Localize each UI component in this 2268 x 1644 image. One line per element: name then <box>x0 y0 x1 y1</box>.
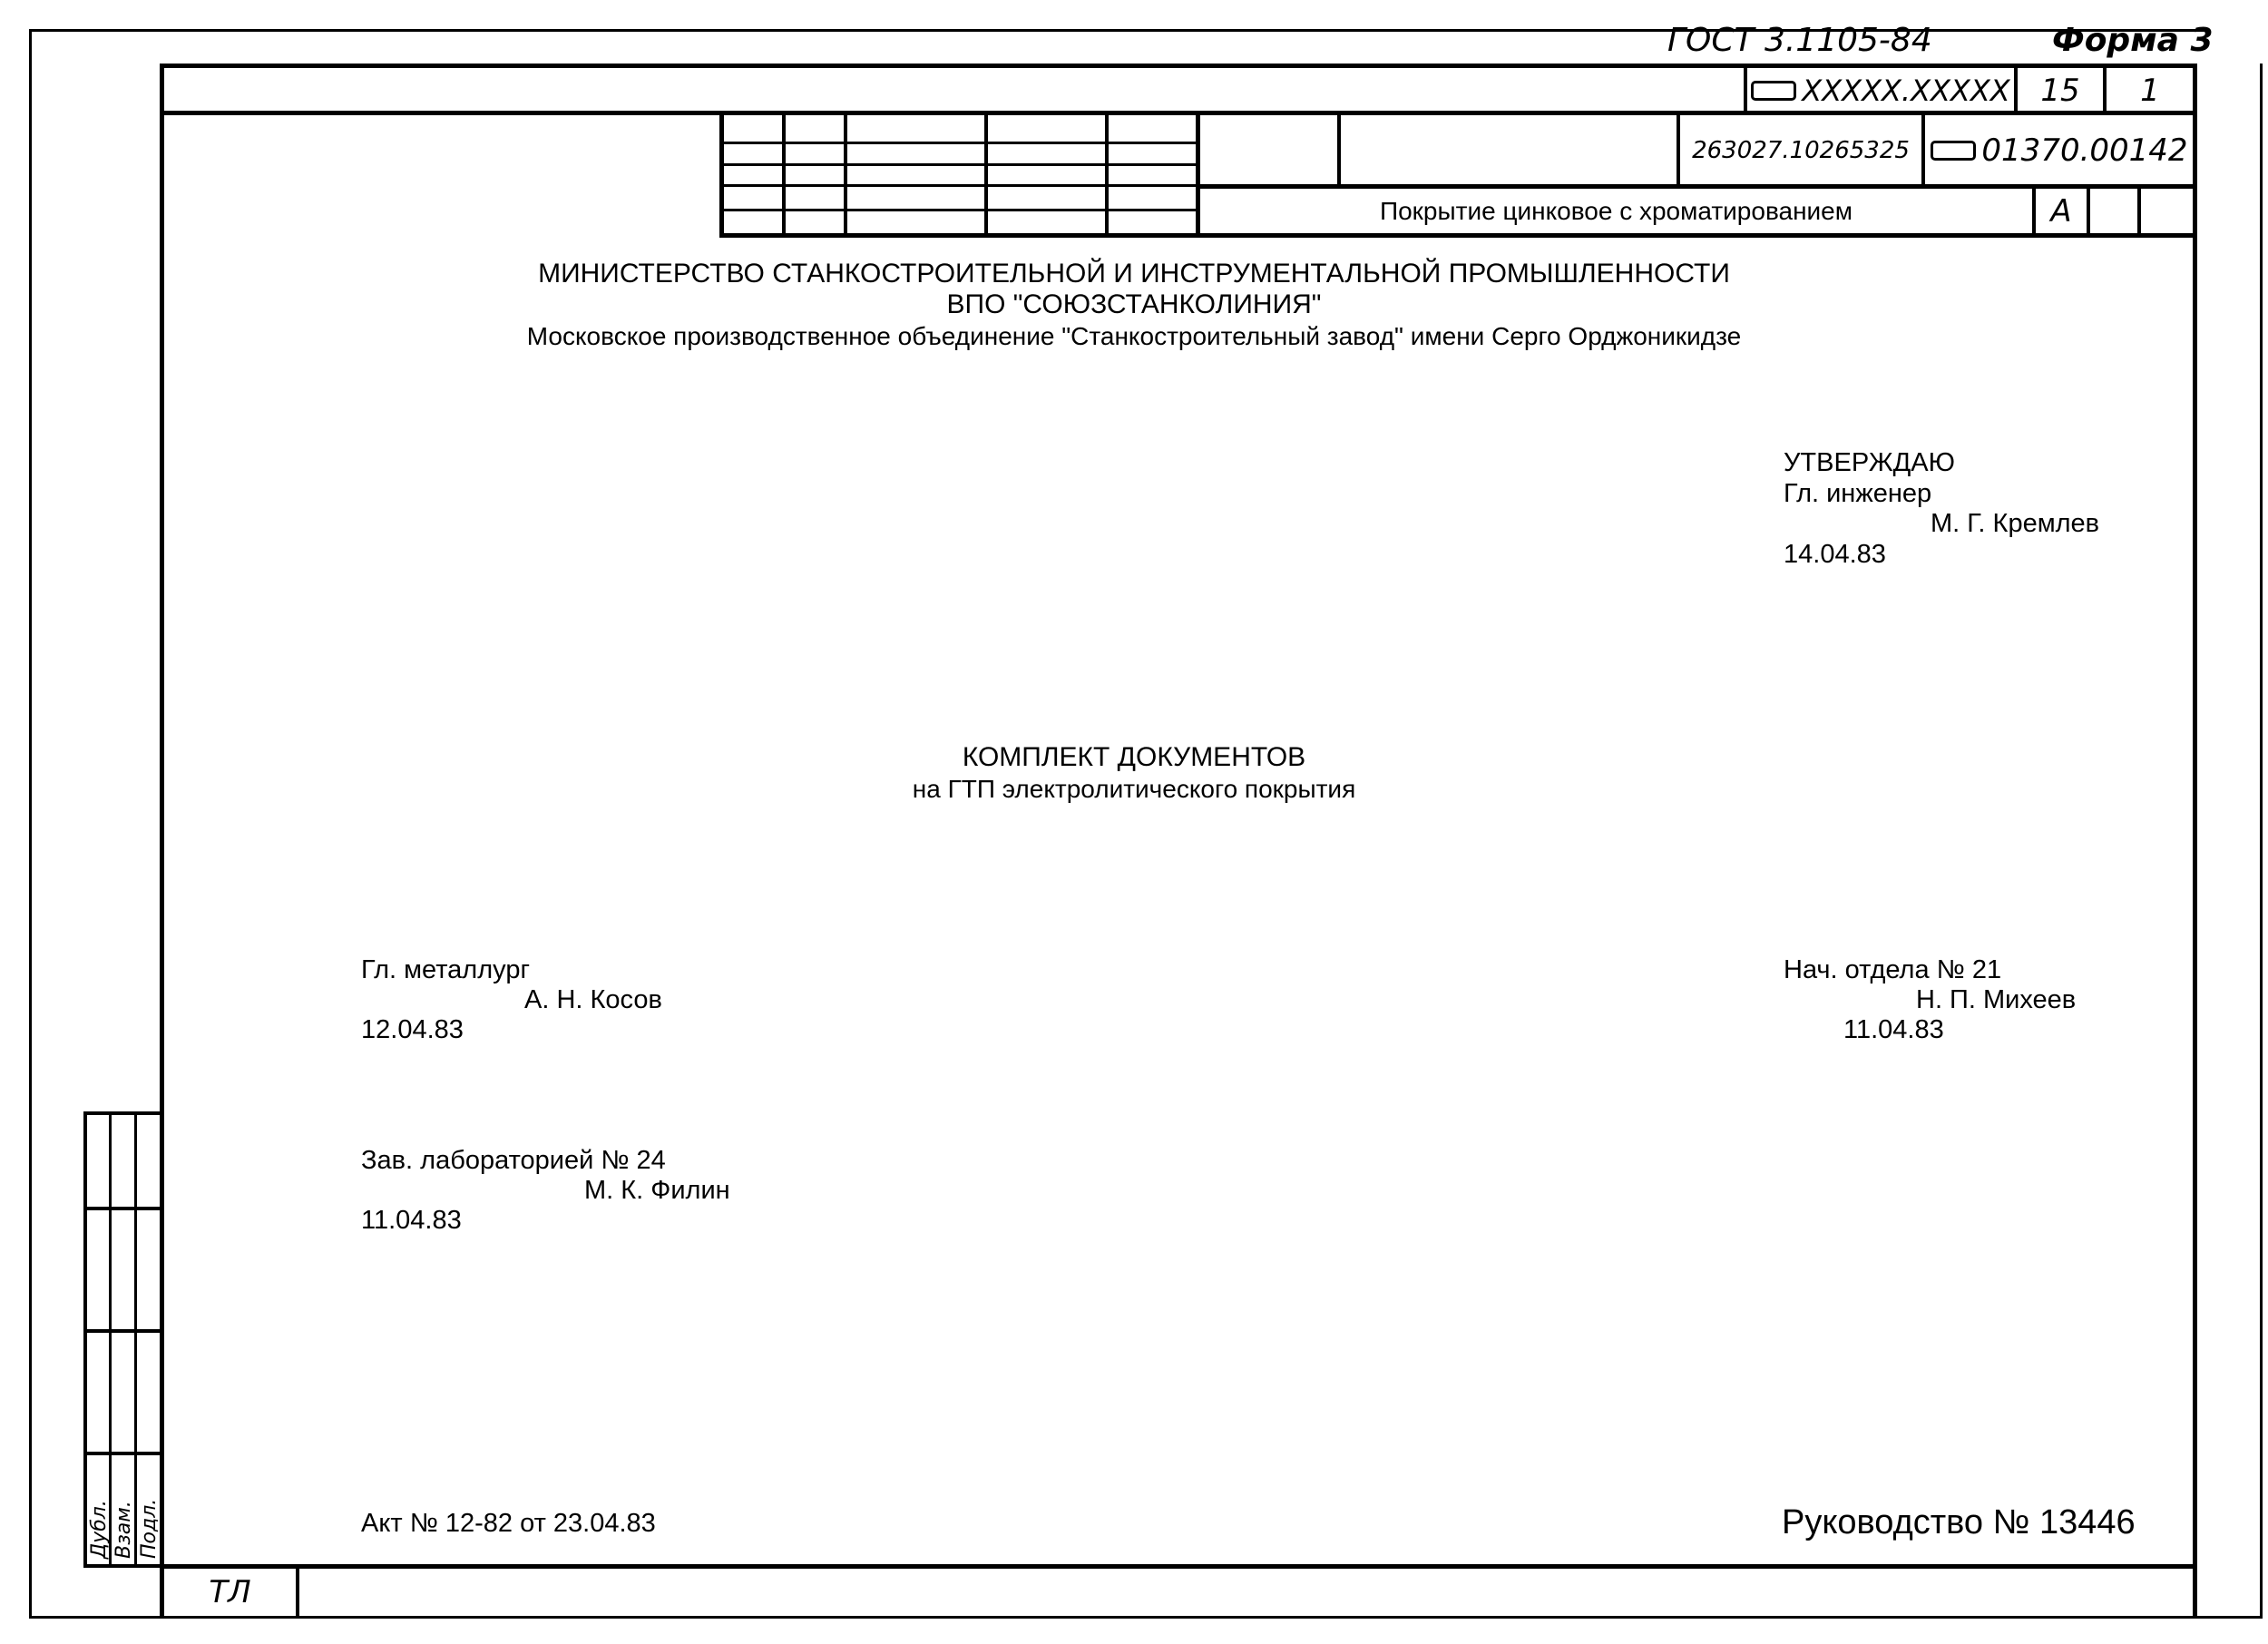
grid-line <box>719 111 724 238</box>
association-name: ВПО "СОЮЗСТАНКОЛИНИЯ" <box>946 289 1322 319</box>
metallurgist-name: А. Н. Косов <box>524 985 662 1014</box>
act-reference: Акт № 12-82 от 23.04.83 <box>361 1509 656 1538</box>
grid-line <box>721 209 1198 211</box>
grid-line <box>721 163 1198 166</box>
document-subtitle: на ГТП электролитического покрытия <box>912 775 1356 803</box>
approval-date: 14.04.83 <box>1784 540 1886 569</box>
approval-position: Гл. инженер <box>1784 479 1932 508</box>
stamp-icon <box>1931 141 1976 161</box>
metallurgist-position: Гл. металлург <box>361 955 531 984</box>
laboratory-position: Зав. лабораторией № 24 <box>361 1146 666 1175</box>
side-stamp-line <box>109 1111 112 1567</box>
stamp-icon <box>1751 81 1796 101</box>
department-position: Нач. отдела № 21 <box>1784 955 2002 984</box>
form-label: Форма 3 <box>2052 22 2214 59</box>
guide-reference: Руководство № 13446 <box>1782 1503 2136 1541</box>
ministry-name: МИНИСТЕРСТВО СТАНКОСТРОИТЕЛЬНОЙ И ИНСТРУМЕНТАЛЬНОЙ ПРОМЫШЛЕННОСТИ <box>538 259 1730 289</box>
side-stamp-line <box>83 1329 160 1333</box>
doc-number: 01370.00142 <box>1981 132 2188 169</box>
side-label-vzam: Взам. <box>112 1501 135 1559</box>
side-stamp-line <box>134 1111 137 1567</box>
doc-code-cell <box>1747 69 2014 113</box>
outer-border-bottom <box>29 1616 2263 1619</box>
metallurgist-date: 12.04.83 <box>361 1015 464 1044</box>
side-stamp-line <box>83 1452 160 1455</box>
approval-name: М. Г. Кремлев <box>1931 509 2100 538</box>
grid-line <box>1337 113 1341 187</box>
side-stamp-line <box>83 1111 87 1567</box>
grid-line <box>984 113 988 238</box>
side-label-podl: Подл. <box>138 1498 161 1559</box>
department-date: 11.04.83 <box>1843 1015 1944 1044</box>
grid-line <box>2087 187 2090 236</box>
plant-name: Московское производственное объединение "Станкостроительный завод" имени Серго Орджоникидзе <box>526 322 1742 350</box>
side-label-dubl: Дубл. <box>88 1500 111 1559</box>
coating-title: Покрытие цинковое с хроматированием <box>1379 197 1853 225</box>
sheet-number: 1 <box>2140 73 2160 109</box>
part-code: 263027.10265325 <box>1692 137 1910 164</box>
approval-label: УТВЕРЖДАЮ <box>1784 448 1955 477</box>
department-name: Н. П. Михеев <box>1916 985 2077 1014</box>
grid-line <box>2137 187 2141 236</box>
document-title: КОМПЛЕКТ ДОКУМЕНТОВ <box>962 742 1306 772</box>
grid-line <box>721 184 1198 187</box>
grid-line <box>1105 113 1109 238</box>
doc-number-cell <box>1925 116 2194 185</box>
frame-top <box>160 64 2195 68</box>
side-stamp-line <box>83 1207 160 1210</box>
grid-line <box>721 142 1198 144</box>
laboratory-name: М. К. Филин <box>584 1176 730 1205</box>
letter-cell: А <box>2050 193 2072 230</box>
footer-top-line <box>160 1564 2197 1569</box>
doc-code: XXXXX.XXXXX <box>1802 73 2010 108</box>
side-stamp-line <box>83 1111 160 1115</box>
doc-type: ТЛ <box>209 1574 251 1610</box>
laboratory-date: 11.04.83 <box>361 1206 462 1235</box>
grid-line <box>782 113 786 238</box>
side-stamp-line <box>83 1564 161 1568</box>
gost-label: ГОСТ 3.1105-84 <box>1667 22 1932 59</box>
grid-line <box>844 113 847 238</box>
footer-divider <box>296 1566 299 1619</box>
sheets-total: 15 <box>2040 73 2080 109</box>
